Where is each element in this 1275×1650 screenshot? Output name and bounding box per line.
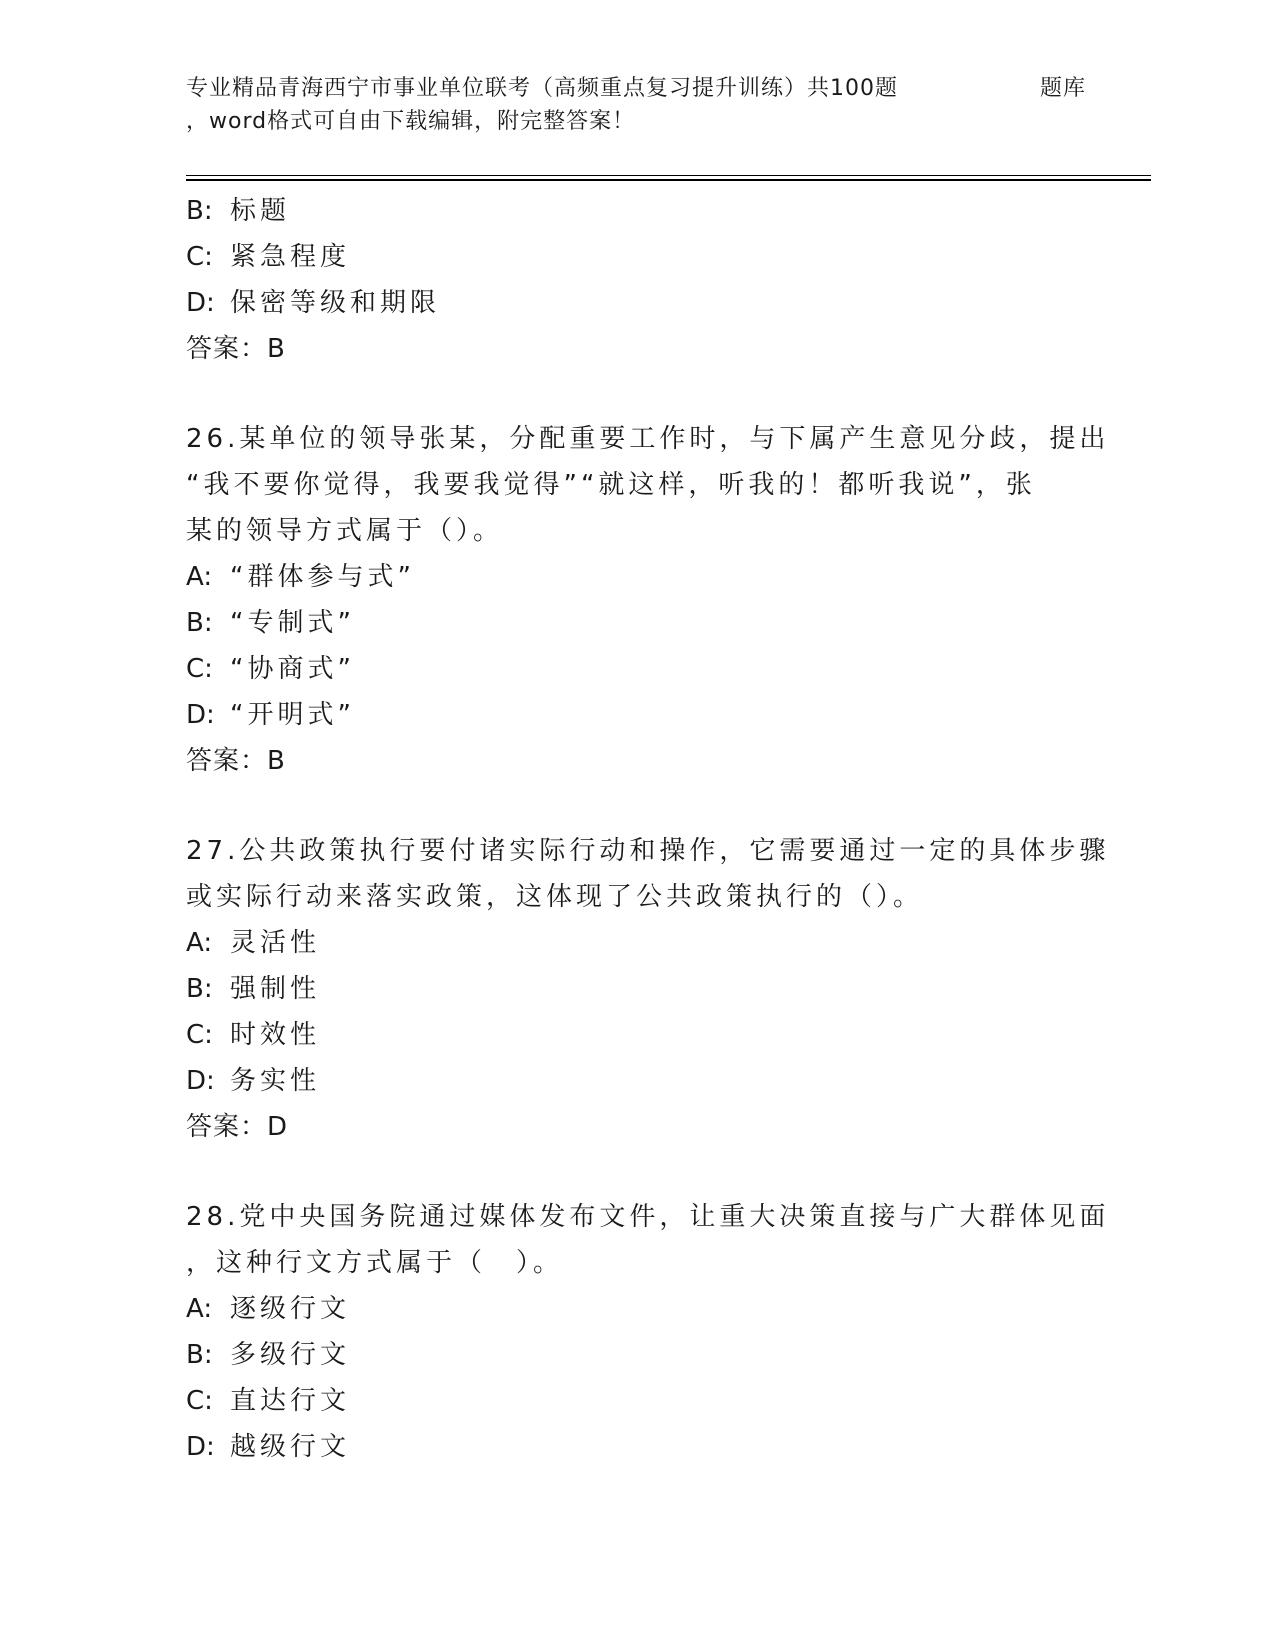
question-text: ，这种行文方式属于（ ）。 [186, 1248, 564, 1278]
question-text: 27.公共政策执行要付诸实际行动和操作，它需要通过一定的具体步骤 [186, 836, 1110, 866]
question-text: 或实际行动来落实政策，这体现了公共政策执行的（）。 [186, 882, 924, 912]
question-text: 28.党中央国务院通过媒体发布文件，让重大决策直接与广大群体见面 [186, 1202, 1110, 1232]
option-a: A: 逐级行文 [186, 1294, 351, 1324]
header-tag: 题库 [1039, 76, 1086, 101]
question-26 [186, 416, 1110, 784]
answer: 答案：D [186, 1112, 289, 1142]
answer: 答案：B [186, 334, 286, 364]
option-b: B: 多级行文 [186, 1340, 351, 1370]
option-d: D: 务实性 [186, 1066, 321, 1096]
option-d: D: 保密等级和期限 [186, 288, 441, 318]
option-a: A: “群体参与式” [186, 562, 415, 592]
answer: 答案：B [186, 746, 286, 776]
option-b: B: 强制性 [186, 974, 321, 1004]
question-28 [186, 1194, 1110, 1470]
question-text: 26.某单位的领导张某，分配重要工作时，与下属产生意见分歧，提出 [186, 424, 1110, 454]
question-text: 某的领导方式属于（）。 [186, 516, 504, 546]
continued-question [186, 188, 1086, 372]
option-c: C: “协商式” [186, 654, 355, 684]
option-d: D: 越级行文 [186, 1432, 351, 1462]
header-divider-thin [186, 175, 1151, 176]
header-subtitle: ，word格式可自由下载编辑，附完整答案！ [186, 109, 636, 134]
question-27 [186, 828, 1110, 1150]
header-title: 专业精品青海西宁市事业单位联考（高频重点复习提升训练）共100题 [186, 76, 898, 101]
option-c: C: 紧急程度 [186, 242, 351, 272]
option-b: B: 标题 [186, 196, 291, 226]
option-c: C: 时效性 [186, 1020, 321, 1050]
question-content [186, 188, 1110, 1470]
header-divider-thick [186, 179, 1151, 181]
question-text: “我不要你觉得，我要我觉得”“就这样，听我的！都听我说”，张 [186, 470, 1036, 500]
page-header [186, 72, 1086, 138]
option-a: A: 灵活性 [186, 928, 321, 958]
option-c: C: 直达行文 [186, 1386, 351, 1416]
option-d: D: “开明式” [186, 700, 355, 730]
option-b: B: “专制式” [186, 608, 355, 638]
